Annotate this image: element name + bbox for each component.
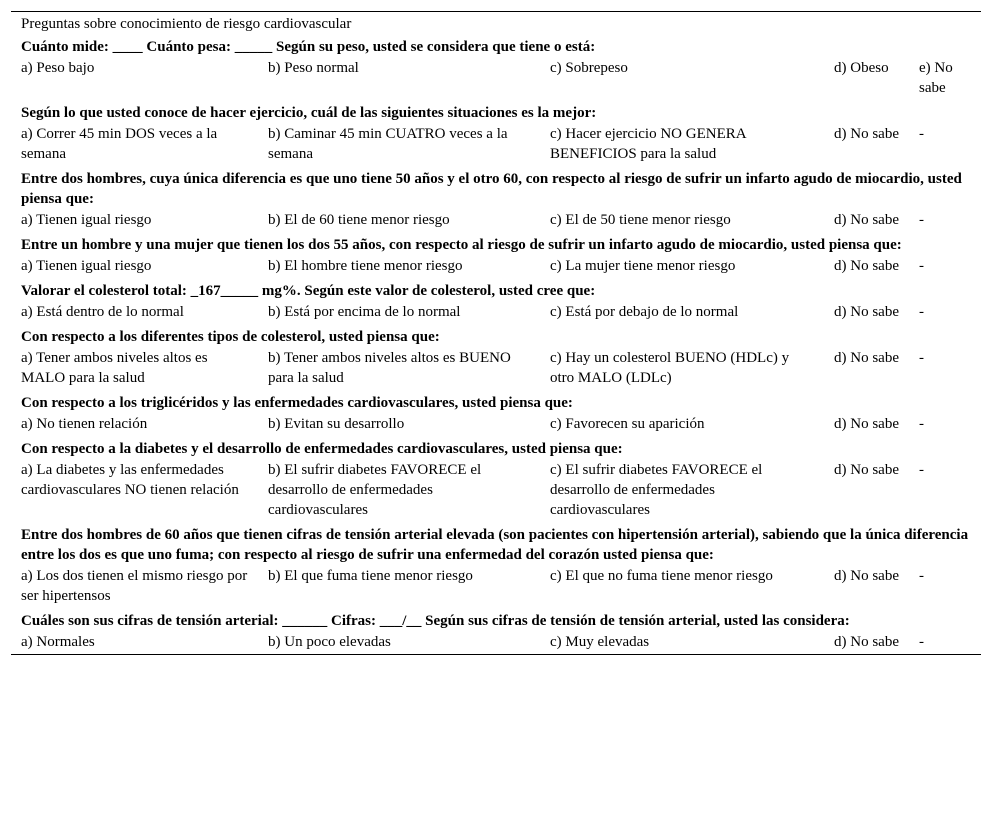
- answer-option-b: b) Está por encima de lo normal: [268, 304, 461, 320]
- answer-option-c: c) Muy elevadas: [550, 634, 650, 650]
- answer-option-b: b) El de 60 tiene menor riesgo: [268, 212, 450, 228]
- answer-row: [11, 210, 981, 232]
- question-text: Cuáles son sus cifras de tensión arterial: ______ Cifras: ___/__ Según sus cifras de tensión de tensión arterial, usted las considera:: [21, 613, 850, 629]
- answer-option-d: d) No sabe: [834, 126, 899, 142]
- question-row: [11, 436, 981, 460]
- answer-option-b: b) El sufrir diabetes FAVORECE el desarrollo de enfermedades cardiovasculares: [268, 462, 482, 518]
- answer-option-c: c) Hay un colesterol BUENO (HDLc) y otro MALO (LDLc): [550, 350, 790, 386]
- caption-row: [11, 12, 981, 35]
- answer-option-c: c) Sobrepeso: [550, 60, 628, 76]
- answer-row: [11, 632, 981, 655]
- answer-option-a: a) Normales: [21, 634, 95, 650]
- question-text: Con respecto a los triglicéridos y las enfermedades cardiovasculares, usted piensa que:: [21, 395, 573, 411]
- answer-option-a: a) La diabetes y las enfermedades cardiovasculares NO tienen relación: [21, 462, 239, 498]
- answer-option-e: -: [919, 462, 924, 478]
- answer-option-b: b) Evitan su desarrollo: [268, 416, 405, 432]
- answer-option-c: c) La mujer tiene menor riesgo: [550, 258, 736, 274]
- answer-option-a: a) Peso bajo: [21, 60, 95, 76]
- answer-option-c: c) El sufrir diabetes FAVORECE el desarrollo de enfermedades cardiovasculares: [550, 462, 763, 518]
- question-row: [11, 278, 981, 302]
- answer-row: [11, 414, 981, 436]
- questionnaire-table-container: [11, 11, 981, 655]
- answer-option-d: d) Obeso: [834, 60, 889, 76]
- answer-option-e: -: [919, 212, 924, 228]
- answer-option-e: e) No sabe: [919, 60, 953, 96]
- answer-row: [11, 566, 981, 608]
- answer-option-d: d) No sabe: [834, 634, 899, 650]
- question-row: [11, 324, 981, 348]
- answer-option-d: d) No sabe: [834, 350, 899, 366]
- answer-option-b: b) El que fuma tiene menor riesgo: [268, 568, 473, 584]
- question-text: Entre dos hombres, cuya única diferencia es que uno tiene 50 años y el otro 60, con respecto al riesgo de sufrir un infarto agudo de miocardio, usted piensa que:: [21, 171, 962, 207]
- answer-option-b: b) Tener ambos niveles altos es BUENO para la salud: [268, 350, 511, 386]
- questionnaire-table: [11, 11, 981, 655]
- answer-option-e: -: [919, 568, 924, 584]
- answer-option-c: c) Favorecen su aparición: [550, 416, 705, 432]
- answer-option-a: a) Los dos tienen el mismo riesgo por ser hipertensos: [21, 568, 248, 604]
- table-caption: Preguntas sobre conocimiento de riesgo cardiovascular: [21, 16, 352, 32]
- answer-option-a: a) Tienen igual riesgo: [21, 258, 152, 274]
- question-text: Con respecto a los diferentes tipos de colesterol, usted piensa que:: [21, 329, 440, 345]
- answer-row: [11, 58, 981, 100]
- question-row: [11, 100, 981, 124]
- answer-option-d: d) No sabe: [834, 416, 899, 432]
- answer-row: [11, 256, 981, 278]
- question-row: [11, 166, 981, 210]
- answer-option-a: a) Está dentro de lo normal: [21, 304, 184, 320]
- question-row: [11, 34, 981, 58]
- answer-option-e: -: [919, 126, 924, 142]
- answer-row: [11, 302, 981, 324]
- question-text: Cuánto mide: ____ Cuánto pesa: _____ Según su peso, usted se considera que tiene o está:: [21, 39, 596, 55]
- answer-option-d: d) No sabe: [834, 212, 899, 228]
- answer-option-a: a) Tener ambos niveles altos es MALO para la salud: [21, 350, 208, 386]
- question-text: Entre un hombre y una mujer que tienen los dos 55 años, con respecto al riesgo de sufrir un infarto agudo de miocardio, usted piensa que:: [21, 237, 902, 253]
- answer-option-d: d) No sabe: [834, 462, 899, 478]
- answer-option-c: c) El que no fuma tiene menor riesgo: [550, 568, 773, 584]
- answer-option-b: b) El hombre tiene menor riesgo: [268, 258, 463, 274]
- answer-option-b: b) Peso normal: [268, 60, 359, 76]
- answer-row: [11, 124, 981, 166]
- question-text: Con respecto a la diabetes y el desarrollo de enfermedades cardiovasculares, usted piensa que:: [21, 441, 623, 457]
- question-text: Entre dos hombres de 60 años que tienen cifras de tensión arterial elevada (son pacientes con hipertensión arterial), sabiendo que la única diferencia entre los dos es que uno fuma; con respecto al riesgo de sufrir una enfermedad del corazón usted piensa que:: [21, 527, 969, 563]
- answer-option-a: a) No tienen relación: [21, 416, 148, 432]
- answer-option-c: c) El de 50 tiene menor riesgo: [550, 212, 731, 228]
- answer-option-e: -: [919, 416, 924, 432]
- question-row: [11, 390, 981, 414]
- question-text: Valorar el colesterol total: _167_____ mg%. Según este valor de colesterol, usted cree que:: [21, 283, 596, 299]
- answer-row: [11, 460, 981, 522]
- answer-option-e: -: [919, 304, 924, 320]
- answer-row: [11, 348, 981, 390]
- answer-option-c: c) Está por debajo de lo normal: [550, 304, 739, 320]
- question-row: [11, 522, 981, 566]
- answer-option-b: b) Caminar 45 min CUATRO veces a la semana: [268, 126, 508, 162]
- answer-option-a: a) Tienen igual riesgo: [21, 212, 152, 228]
- answer-option-e: -: [919, 350, 924, 366]
- answer-option-c: c) Hacer ejercicio NO GENERA BENEFICIOS para la salud: [550, 126, 746, 162]
- answer-option-d: d) No sabe: [834, 304, 899, 320]
- question-row: [11, 608, 981, 632]
- answer-option-b: b) Un poco elevadas: [268, 634, 391, 650]
- answer-option-d: d) No sabe: [834, 568, 899, 584]
- question-row: [11, 232, 981, 256]
- question-text: Según lo que usted conoce de hacer ejercicio, cuál de las siguientes situaciones es la mejor:: [21, 105, 597, 121]
- answer-option-a: a) Correr 45 min DOS veces a la semana: [21, 126, 218, 162]
- answer-option-e: -: [919, 634, 924, 650]
- answer-option-e: -: [919, 258, 924, 274]
- answer-option-d: d) No sabe: [834, 258, 899, 274]
